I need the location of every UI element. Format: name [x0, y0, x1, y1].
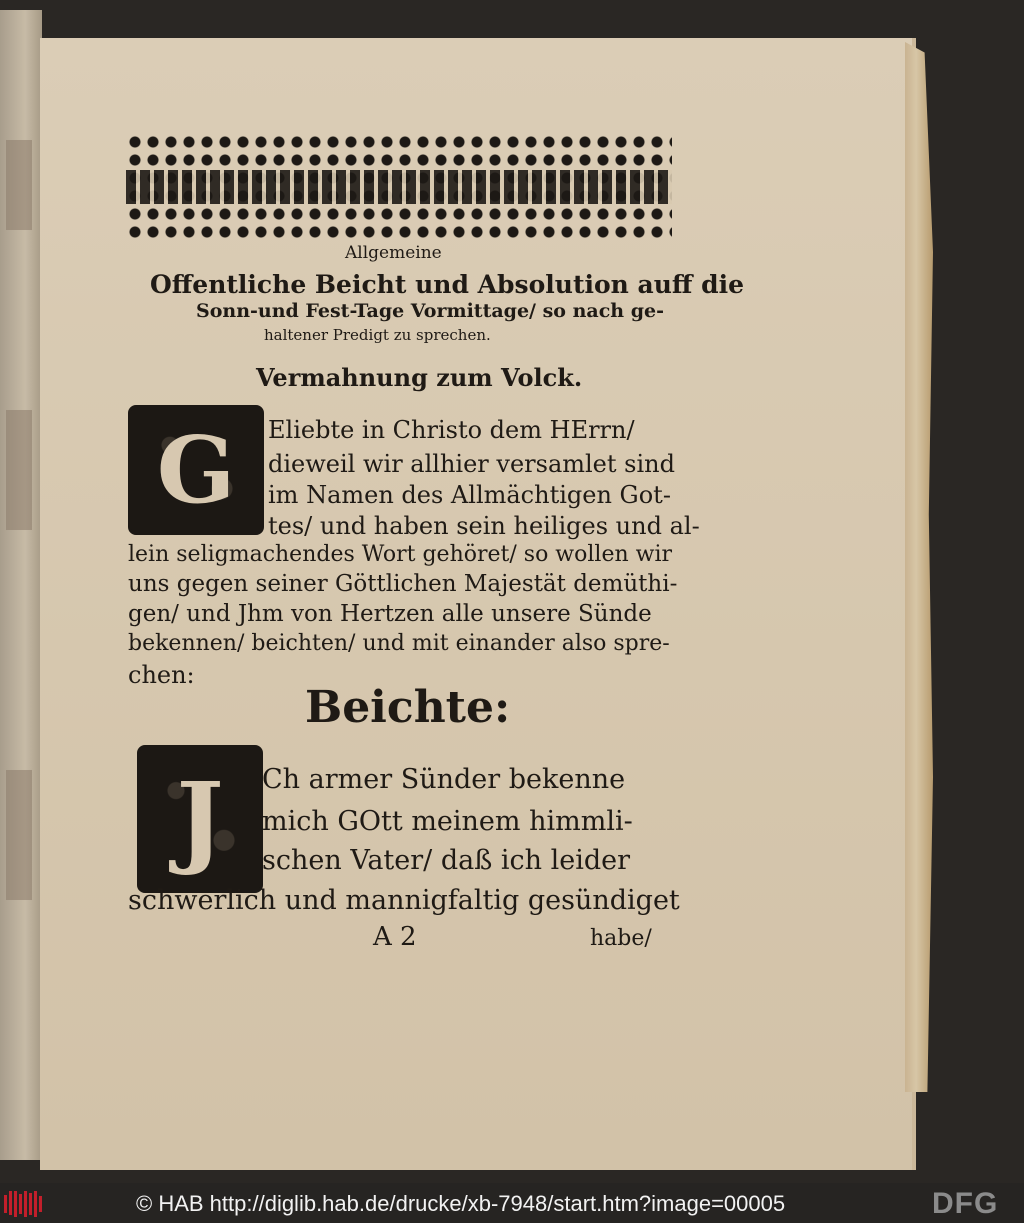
- heading-line-2: Offentliche Beicht und Absolution auff die: [150, 270, 745, 299]
- paragraph1-line: Eliebte in Christo dem HErrn/: [268, 416, 635, 444]
- subheading: Vermahnung zum Volck.: [256, 363, 583, 392]
- paragraph2-line: schen Vater/ daß ich leider: [262, 845, 630, 876]
- paragraph1-line: im Namen des Allmächtigen Got-: [268, 481, 671, 509]
- dfg-logo: DFG: [932, 1187, 999, 1220]
- page-deckled-edge: [905, 42, 933, 1092]
- hab-logo-icon: [4, 1191, 46, 1217]
- decorated-initial-g: G: [128, 405, 264, 535]
- paragraph1-line: bekennen/ beichten/ und mit einander also spre-: [128, 631, 670, 656]
- signature-mark: A 2: [373, 922, 417, 952]
- footer-bar: [0, 1183, 1024, 1223]
- paragraph2-line: Ch armer Sünder bekenne: [262, 764, 626, 795]
- paragraph1-line: lein seligmachendes Wort gehöret/ so wollen wir: [128, 542, 673, 567]
- heading-line-1: Allgemeine: [345, 243, 442, 263]
- facing-page-ornament: [6, 140, 32, 230]
- decorated-initial-j: J: [137, 745, 263, 893]
- heading-line-4: haltener Predigt zu sprechen.: [264, 326, 491, 344]
- paragraph1-line: tes/ und haben sein heiliges und al-: [268, 512, 700, 540]
- facing-page-edge: [0, 10, 42, 1160]
- paragraph1-line: dieweil wir allhier versamlet sind: [268, 450, 675, 478]
- paragraph2-line: mich GOtt meinem himmli-: [262, 806, 633, 837]
- paragraph1-line: uns gegen seiner Göttlichen Majestät demüthi-: [128, 571, 678, 597]
- facing-page-initial: [6, 410, 32, 530]
- paragraph2-line: schwerlich und mannigfaltig gesündiget: [128, 885, 680, 916]
- paragraph1-line: chen:: [128, 661, 195, 689]
- heading-line-3: Sonn-und Fest-Tage Vormittage/ so nach ge-: [196, 300, 664, 322]
- catchword: habe/: [590, 926, 652, 951]
- footer-url-link[interactable]: © HAB http://diglib.hab.de/drucke/xb-7948/start.htm?image=00005: [136, 1191, 786, 1216]
- ornamental-header-band: [126, 133, 672, 243]
- facing-page-initial: [6, 770, 32, 900]
- paragraph1-line: gen/ und Jhm von Hertzen alle unsere Sünde: [128, 601, 652, 627]
- section-title: Beichte:: [305, 682, 511, 733]
